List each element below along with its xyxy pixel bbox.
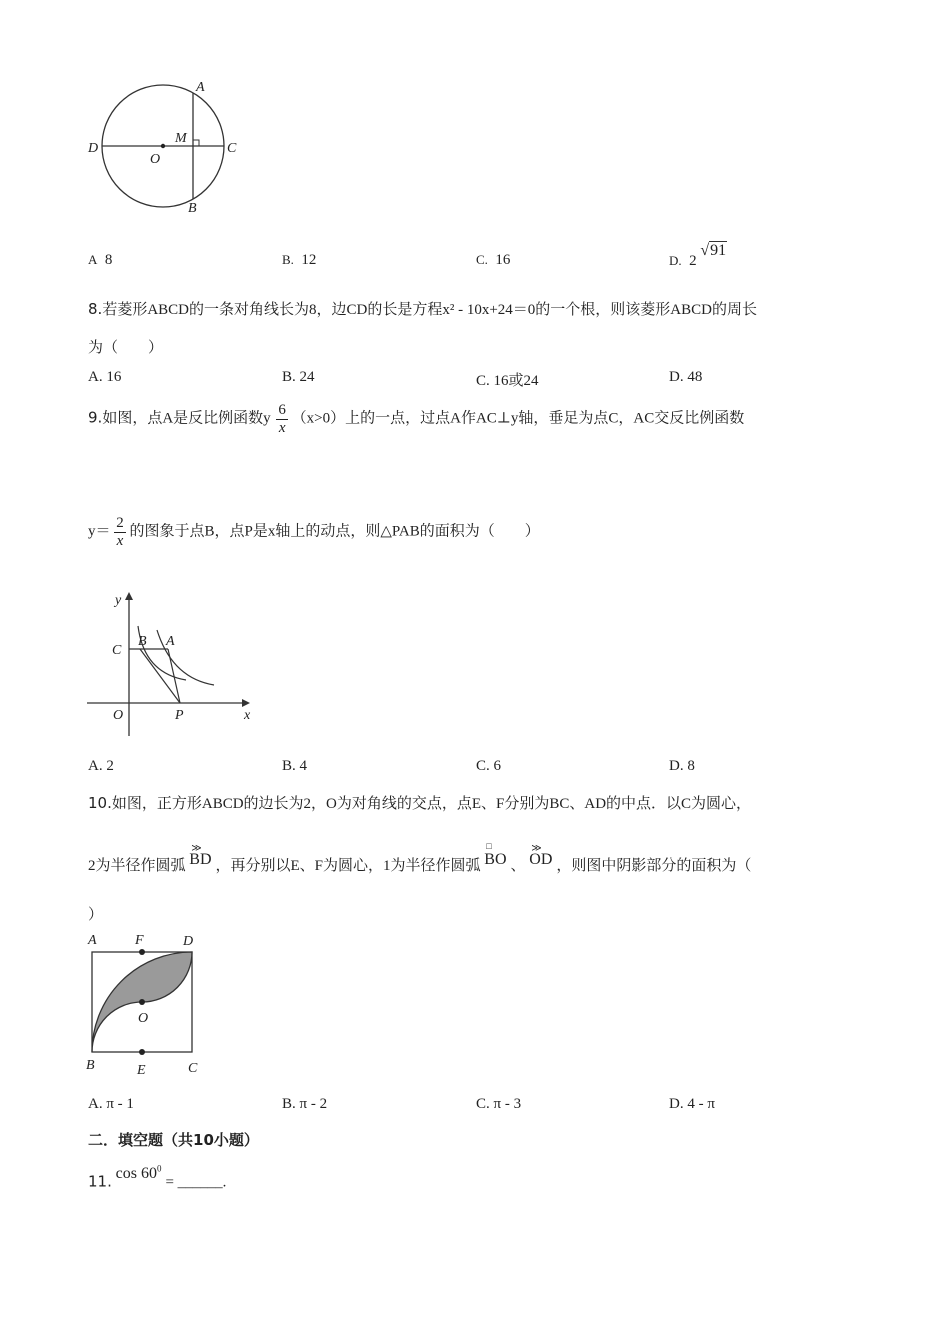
label-o: O [113, 708, 124, 723]
radicand: 91 [710, 242, 727, 259]
denominator: x [276, 419, 288, 437]
question-number: 9. [88, 408, 103, 427]
q10-square-figure [82, 930, 212, 1080]
q8-line2 [88, 336, 163, 357]
label-m: M [175, 131, 187, 146]
q8-option-c: C. 16或24 [476, 373, 539, 389]
label-o: O [150, 152, 161, 167]
q9-line1 [88, 402, 744, 436]
question-text: ，则图中阴影部分的面积为（ [556, 858, 752, 874]
option-letter: D. [669, 253, 682, 268]
degree-superscript: 0 [156, 1164, 162, 1174]
q7-option-d [669, 242, 727, 270]
q7-option-b [282, 252, 316, 269]
q10-option-c: C. π - 3 [476, 1096, 522, 1112]
label-a: A [196, 80, 205, 95]
x-axis-arrow [242, 699, 250, 707]
label-c: C [112, 643, 122, 658]
q7-option-a [88, 252, 112, 269]
arc-mark: ≫ [191, 843, 202, 854]
q9-line2 [88, 515, 540, 549]
label-o: O [138, 1011, 149, 1026]
q9-option-c: C. 6 [476, 758, 502, 774]
arc-od: ≫ OD [529, 843, 553, 868]
section-heading: 二．填空题（共10小题） [88, 1131, 259, 1149]
point-e [139, 1049, 145, 1055]
q8-option-d: D. 48 [669, 369, 703, 385]
label-b: B [188, 201, 197, 216]
question-text: 如图，点A是反比例函数y [102, 410, 271, 427]
separator: 、 [510, 858, 526, 874]
cos-expression [116, 1165, 166, 1182]
q9-option-b: B. 4 [282, 758, 308, 774]
q7-circle-figure [80, 72, 250, 222]
label-e: E [137, 1063, 146, 1078]
label-b: B [86, 1058, 95, 1073]
radical-expression [700, 242, 727, 259]
q8-option-a: A. 16 [88, 369, 122, 385]
option-value: 2 [689, 253, 697, 269]
arc-bd: ≫ BD [189, 843, 212, 868]
option-letter: B. [282, 252, 294, 267]
q10-option-a: A. π - 1 [88, 1096, 134, 1112]
label-a: A [88, 933, 97, 948]
question-text: y＝ [88, 523, 111, 540]
option-value: 12 [301, 252, 317, 268]
label-c: C [227, 141, 237, 156]
q8-line1 [88, 298, 757, 319]
cos-text: cos 60 [115, 1165, 157, 1183]
y-axis-arrow [125, 592, 133, 600]
center-point [161, 144, 165, 148]
question-text: ，再分别以E、F为圆心，1为半径作圆弧 [215, 858, 481, 874]
q7-option-c [476, 252, 510, 269]
numerator: 2 [116, 515, 124, 531]
q9-graph-figure [82, 588, 262, 738]
q9-option-a: A. 2 [88, 758, 114, 774]
option-value: 16 [495, 252, 511, 268]
q10-line1 [88, 792, 751, 813]
arc-mark: □ [486, 841, 492, 851]
point-f [139, 949, 145, 955]
label-b: B [138, 634, 147, 649]
arc-bo: □ BO [484, 841, 507, 868]
label-d: D [88, 141, 99, 156]
q10-line2 [88, 841, 752, 875]
label-a: A [166, 634, 175, 649]
question-text: 2为半径作圆弧 [88, 858, 186, 874]
numerator: 6 [278, 402, 286, 418]
q9-option-d: D. 8 [669, 758, 695, 774]
fraction-6-over-x [276, 402, 288, 436]
label-f: F [135, 933, 144, 948]
question-text: 的图象于点B，点P是x轴上的动点，则△PAB的面积为（ ） [129, 523, 540, 540]
question-number: 8. [88, 300, 103, 318]
question-text: 为（ ） [88, 340, 164, 356]
question-number: 11. [88, 1172, 112, 1191]
fraction-2-over-x [114, 515, 126, 549]
arc-mark: ≫ [531, 843, 542, 854]
q10-line3 [88, 903, 103, 924]
q8-option-b: B. 24 [282, 369, 315, 385]
label-y: y [115, 593, 122, 608]
radical-sign: √ [700, 242, 710, 259]
question-text: 如图，正方形ABCD的边长为2，O为对角线的交点，点E、F分别为BC、AD的中点．以C为圆心， [111, 796, 752, 812]
option-letter: A [88, 252, 98, 267]
label-c: C [188, 1061, 198, 1076]
question-number: 10. [88, 794, 112, 812]
q10-option-d: D. 4 - π [669, 1096, 715, 1112]
label-x: x [244, 708, 251, 723]
option-value: 8 [104, 252, 113, 268]
label-p: P [175, 708, 184, 723]
question-text: （x>0）上的一点，过点A作AC⊥y轴，垂足为点C，AC交反比例函数 [291, 410, 745, 427]
question-text: 若菱形ABCD的一条对角线长为8，边CD的长是方程x² - 10x+24＝0的一个根，则该菱形ABCD的周长 [102, 302, 757, 318]
right-angle-mark [193, 140, 199, 146]
q11-line [88, 1164, 227, 1191]
option-letter: C. [476, 252, 488, 267]
point-o [139, 999, 145, 1005]
answer-blank: = ______. [165, 1174, 227, 1191]
denominator: x [114, 532, 126, 550]
label-d: D [183, 934, 194, 949]
q10-option-b: B. π - 2 [282, 1096, 328, 1112]
question-text: ） [88, 907, 104, 923]
